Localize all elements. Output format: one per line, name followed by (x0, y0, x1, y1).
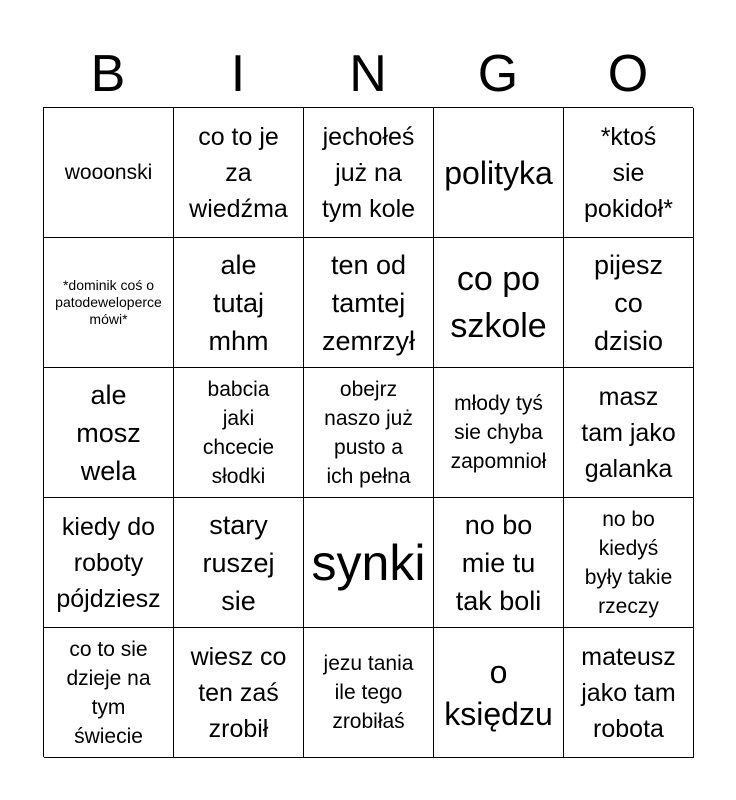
bingo-cell[interactable] (434, 628, 564, 758)
bingo-cell[interactable] (174, 238, 304, 368)
cell-text: wooonski (64, 161, 153, 184)
cell-text: stary ruszej sie (202, 509, 275, 616)
bingo-cell[interactable] (304, 628, 434, 758)
cell-text: wiesz co ten zaś zrobił (190, 642, 287, 743)
cell-text: *ktoś sie pokidoł* (584, 122, 673, 223)
bingo-cell[interactable] (44, 108, 174, 238)
cell-text: polityka (444, 154, 553, 191)
bingo-header (43, 40, 693, 108)
bingo-cell[interactable] (174, 368, 304, 498)
bingo-cell[interactable] (434, 238, 564, 368)
bingo-board (43, 107, 693, 757)
cell-text: synki (311, 534, 426, 591)
cell-text: no bo mie tu tak boli (455, 509, 542, 616)
bingo-cell[interactable] (434, 108, 564, 238)
cell-text: co to sie dzieje na tym świecie (66, 637, 151, 748)
cell-text: masz tam jako galanka (581, 382, 676, 483)
cell-text: no bo kiedyś były takie rzeczy (584, 507, 673, 618)
bingo-cell[interactable] (304, 108, 434, 238)
header-letter-n: N (349, 45, 387, 103)
cell-text: pijesz co dzisio (593, 249, 664, 356)
header-letter-g: G (477, 45, 519, 103)
bingo-cell[interactable] (564, 498, 694, 628)
cell-text: ale tutaj mhm (208, 249, 269, 356)
bingo-cell[interactable] (44, 238, 174, 368)
cell-text: o księdzu (444, 653, 553, 732)
bingo-cell[interactable] (304, 238, 434, 368)
header-letter-i: I (230, 45, 246, 103)
bingo-cell[interactable] (174, 628, 304, 758)
bingo-cell[interactable] (174, 498, 304, 628)
bingo-cell[interactable] (174, 108, 304, 238)
cell-text: młody tyś sie chyba zapomnioł (450, 392, 547, 473)
bingo-cell[interactable] (564, 108, 694, 238)
header-letter-b: B (90, 45, 126, 103)
cell-text: kiedy do roboty pójdziesz (56, 512, 161, 613)
bingo-cell[interactable] (434, 498, 564, 628)
bingo-cell[interactable] (44, 368, 174, 498)
cell-text: babcia jaki chcecie słodki (202, 377, 275, 488)
cell-text: obejrz naszo już pusto a ich pełna (324, 377, 413, 488)
cell-text: jezu tania ile tego zrobiłaś (323, 652, 414, 733)
bingo-cell[interactable] (564, 368, 694, 498)
bingo-cell[interactable] (564, 628, 694, 758)
cell-text: co to je za wiedźma (189, 122, 288, 223)
cell-text: co po szkole (450, 259, 547, 345)
cell-text: *dominik coś o patodeweloperce mówi* (55, 277, 162, 327)
header-letter-o: O (607, 45, 649, 103)
bingo-cell[interactable] (304, 498, 434, 628)
bingo-cell[interactable] (44, 628, 174, 758)
cell-text: ten od tamtej zemrzył (322, 249, 415, 356)
bingo-cell[interactable] (564, 238, 694, 368)
bingo-cell[interactable] (434, 368, 564, 498)
cell-text: mateusz jako tam robota (581, 642, 676, 743)
cell-text: jechołeś już na tym kole (321, 122, 416, 223)
cell-text: ale mosz wela (76, 379, 141, 486)
bingo-cell[interactable] (304, 368, 434, 498)
bingo-cell[interactable] (44, 498, 174, 628)
